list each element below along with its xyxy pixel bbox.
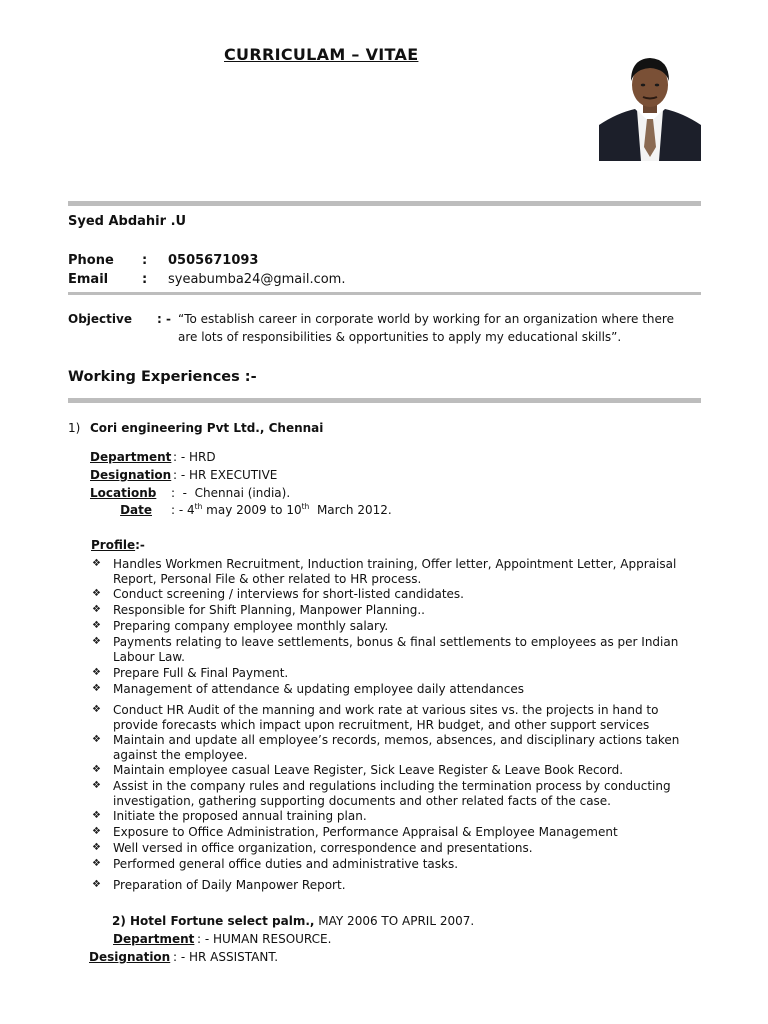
profile-bullet-text: Responsible for Shift Planning, Manpower Planning.. (113, 603, 425, 617)
email-label: Email (68, 272, 109, 287)
section-divider (68, 292, 701, 295)
bullet-diamond-icon: ❖ (92, 667, 101, 678)
profile-bullet-text-continued: investigation, gathering supporting documents and other related facts of the case. (113, 794, 611, 808)
section-divider (68, 201, 701, 206)
job1-department-label: Department (90, 450, 172, 464)
job1-company: Cori engineering Pvt Ltd., Chennai (90, 421, 324, 435)
bullet-diamond-icon: ❖ (92, 810, 101, 821)
section-heading-experience: Working Experiences :- (68, 369, 257, 385)
job2-department-value: : - HUMAN RESOURCE. (197, 932, 332, 946)
date-end: March 2012. (309, 503, 392, 517)
date-start: : - 4 (171, 503, 195, 517)
objective-text-line2: are lots of responsibilities & opportunities to apply my educational skills”. (178, 330, 622, 344)
profile-bullet-text: Management of attendance & updating employee daily attendances (113, 682, 524, 696)
date-ordinal: th (301, 502, 310, 511)
profile-bullet-text: Assist in the company rules and regulations including the termination process by conducting (113, 779, 671, 793)
job1-designation-value: : - HR EXECUTIVE (173, 468, 278, 482)
bullet-diamond-icon: ❖ (92, 558, 101, 569)
profile-bullet-text: Maintain and update all employee’s records, memos, absences, and disciplinary actions taken (113, 733, 680, 747)
job1-designation-label: Designation (90, 468, 172, 482)
profile-bullet-text: Prepare Full & Final Payment. (113, 666, 289, 680)
phone-label: Phone (68, 253, 114, 268)
job1-location-value: : - Chennai (india). (171, 486, 291, 500)
job1-date-label-text: Date (120, 503, 152, 517)
profile-bullet-text: Payments relating to leave settlements, bonus & final settlements to employees as per Indian (113, 635, 679, 649)
profile-bullet-text-continued: against the employee. (113, 748, 248, 762)
job1-location-label: Locationb (90, 486, 157, 500)
profile-bullet-text: Preparation of Daily Manpower Report. (113, 878, 346, 892)
job2-heading (112, 914, 474, 928)
bullet-diamond-icon: ❖ (92, 636, 101, 647)
job2-designation-label-text: Designation (89, 950, 171, 964)
profile-bullet-text: Exposure to Office Administration, Performance Appraisal & Employee Management (113, 825, 618, 839)
bullet-diamond-icon: ❖ (92, 780, 101, 791)
document-title: CURRICULAM – VITAE (224, 45, 419, 64)
phone-value: 0505671093 (168, 253, 259, 268)
job2-company: 2) Hotel Fortune select palm., (112, 914, 315, 928)
job1-department-value: : - HRD (173, 450, 216, 464)
profile-bullet-text: Preparing company employee monthly salary. (113, 619, 389, 633)
email-separator: : (142, 272, 148, 287)
profile-bullet-text: Performed general office duties and administrative tasks. (113, 857, 459, 871)
profile-photo (599, 47, 701, 161)
phone-separator: : (142, 253, 148, 268)
bullet-diamond-icon: ❖ (92, 826, 101, 837)
bullet-diamond-icon: ❖ (92, 858, 101, 869)
job2-designation-label (88, 950, 172, 964)
bullet-diamond-icon: ❖ (92, 588, 101, 599)
objective-text-line1: “To establish career in corporate world by working for an organization where there (178, 312, 674, 326)
section-divider (68, 398, 701, 403)
job1-profile-label (91, 538, 145, 552)
bullet-diamond-icon: ❖ (92, 683, 101, 694)
bullet-diamond-icon: ❖ (92, 764, 101, 775)
bullet-diamond-icon: ❖ (92, 734, 101, 745)
profile-bullet-text: Maintain employee casual Leave Register, Sick Leave Register & Leave Book Record. (113, 763, 624, 777)
profile-bullet-text-continued: provide forecasts which impact upon recruitment, HR budget, and other support services (113, 718, 650, 732)
bullet-diamond-icon: ❖ (92, 704, 101, 715)
bullet-diamond-icon: ❖ (92, 620, 101, 631)
profile-bullet-text: Handles Workmen Recruitment, Induction training, Offer letter, Appointment Letter, Appraisal (113, 557, 677, 571)
bullet-diamond-icon: ❖ (92, 879, 101, 890)
candidate-name: Syed Abdahir .U (68, 214, 187, 229)
date-ordinal: th (194, 502, 203, 511)
profile-bullet-text-continued: Labour Law. (113, 650, 185, 664)
email-value[interactable]: syeabumba24@gmail.com. (168, 272, 346, 287)
job1-date-value (171, 503, 392, 517)
job2-period: MAY 2006 TO APRIL 2007. (314, 914, 475, 928)
profile-bullet-text: Initiate the proposed annual training plan. (113, 809, 367, 823)
date-mid: may 2009 to 10 (202, 503, 302, 517)
profile-bullet-text: Well versed in office organization, correspondence and presentations. (113, 841, 533, 855)
profile-label-suffix: :- (135, 538, 145, 552)
profile-bullet-text: Conduct HR Audit of the manning and work rate at various sites vs. the projects in hand to (113, 703, 659, 717)
job2-department-label: Department (113, 932, 195, 946)
objective-separator: : - (157, 312, 171, 326)
job1-number: 1) (68, 421, 81, 435)
person-portrait-icon (599, 47, 701, 161)
job2-designation-value: : - HR ASSISTANT. (173, 950, 279, 964)
profile-bullet-text-continued: Report, Personal File & other related to HR process. (113, 572, 422, 586)
profile-label-text: Profile (91, 538, 136, 552)
bullet-diamond-icon: ❖ (92, 842, 101, 853)
objective-label: Objective (68, 312, 132, 326)
profile-bullet-text: Conduct screening / interviews for short-listed candidates. (113, 587, 464, 601)
bullet-diamond-icon: ❖ (92, 604, 101, 615)
job1-date-label (68, 503, 152, 517)
